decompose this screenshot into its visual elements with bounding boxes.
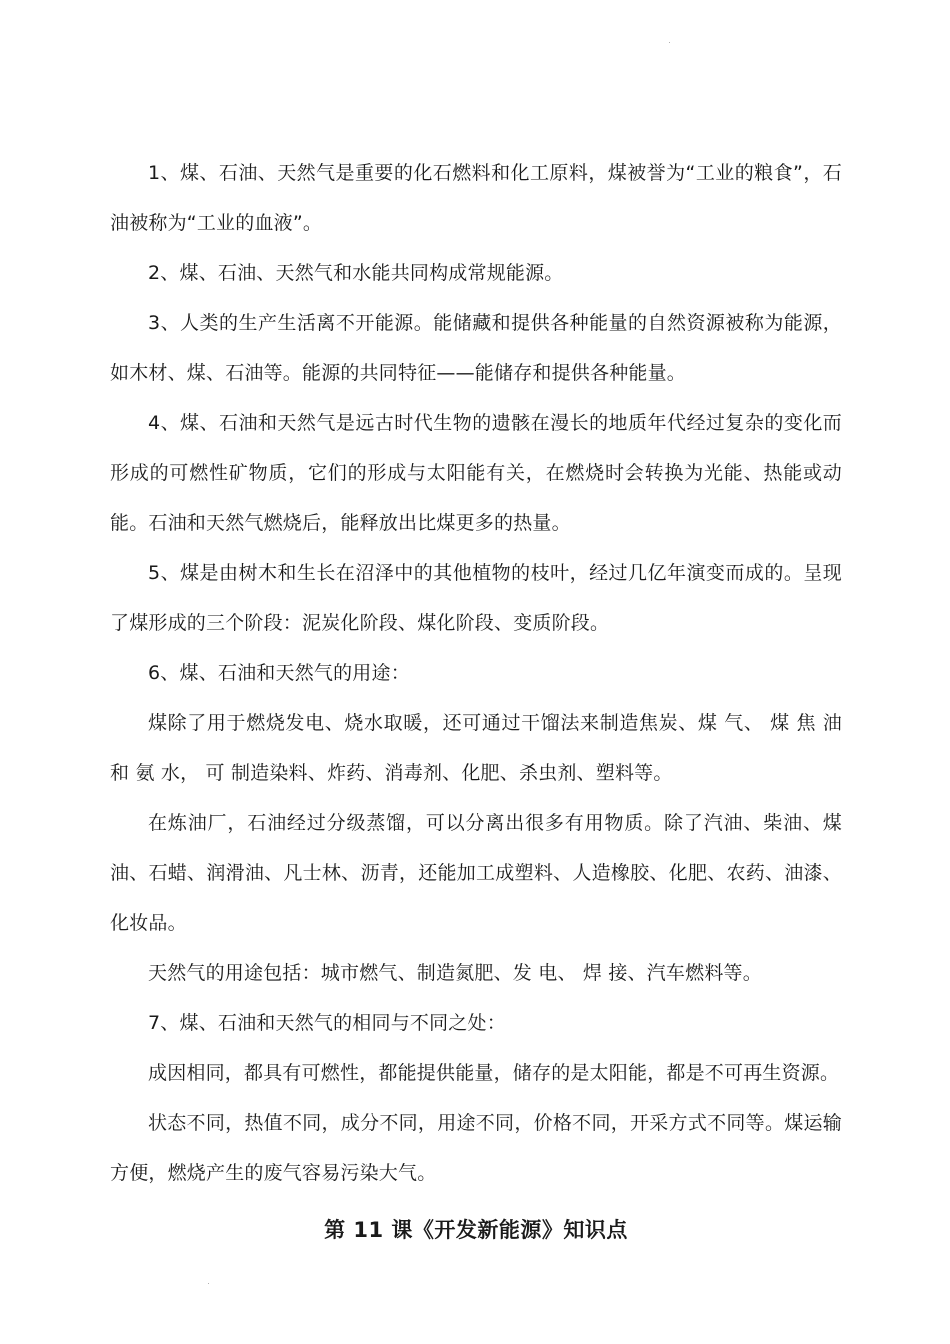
paragraph-gas-uses: 天然气的用途包括：城市燃气、制造氮肥、发 电、 焊 接、汽车燃料等。 (148, 962, 762, 984)
paragraph-1: 1、煤、石油、天然气是重要的化石燃料和化工原料，煤被誉为“工业的粮食”，石油被称为“工业的血液”。 (110, 162, 842, 234)
paragraph-4: 4、煤、石油和天然气是远古时代生物的遗骸在漫长的地质年代经过复杂的变化而形成的可燃性矿物质，它们的形成与太阳能有关，在燃烧时会转换为光能、热能或动能。石油和天然气燃烧后，能释放出比煤更多的热量。 (110, 412, 842, 534)
document-body (110, 148, 842, 1252)
paragraph-5: 5、煤是由树木和生长在沼泽中的其他植物的枝叶，经过几亿年演变而成的。呈现了煤形成的三个阶段：泥炭化阶段、煤化阶段、变质阶段。 (110, 562, 842, 634)
paragraph-7-heading: 7、煤、石油和天然气的相同与不同之处： (148, 1012, 506, 1034)
paragraph-differences: 状态不同，热值不同，成分不同，用途不同，价格不同，开采方式不同等。煤运输方便，燃烧产生的废气容易污染大气。 (110, 1112, 842, 1184)
paragraph-oil-uses: 在炼油厂，石油经过分级蒸馏，可以分离出很多有用物质。除了汽油、柴油、煤油、石蜡、润滑油、凡士林、沥青，还能加工成塑料、人造橡胶、化肥、农药、油漆、化妆品。 (110, 812, 842, 934)
scan-speck (208, 1283, 209, 1284)
paragraph-2: 2、煤、石油、天然气和水能共同构成常规能源。 (148, 262, 564, 284)
paragraph-coal-uses: 煤除了用于燃烧发电、烧水取暖，还可通过干馏法来制造焦炭、煤 气、 煤 焦 油 和 氨 水， 可 制造染料、炸药、消毒剂、化肥、杀虫剂、塑料等。 (110, 712, 842, 784)
section-title: 第 11 课《开发新能源》知识点 (324, 1218, 628, 1242)
scan-speck (669, 42, 670, 43)
paragraph-3: 3、人类的生产生活离不开能源。能储藏和提供各种能量的自然资源被称为能源，如木材、煤、石油等。能源的共同特征——能储存和提供各种能量。 (110, 312, 842, 384)
paragraph-similarities: 成因相同，都具有可燃性，都能提供能量，储存的是太阳能，都是不可再生资源。 (148, 1062, 840, 1084)
paragraph-6-heading: 6、煤、石油和天然气的用途： (148, 662, 410, 684)
